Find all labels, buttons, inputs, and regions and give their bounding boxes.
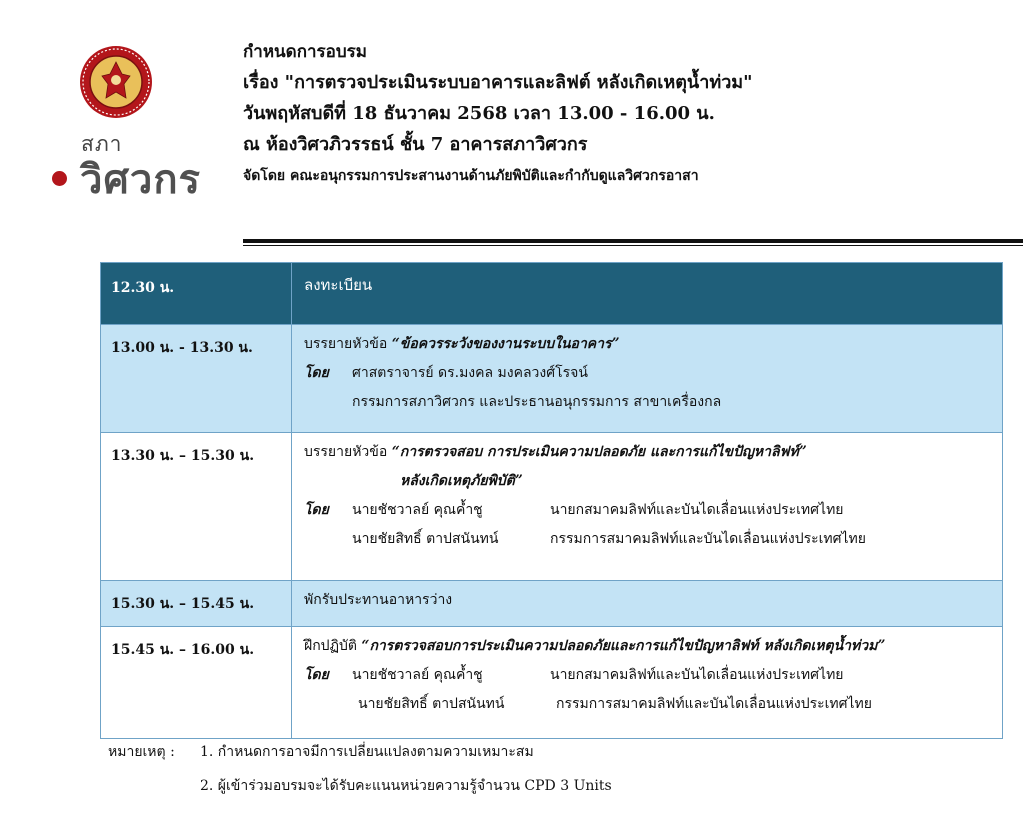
topic-prefix: บรรยายหัวข้อ: [304, 336, 392, 352]
note-item: 2. ผู้เข้าร่วมอบรมจะได้รับคะแนนหน่วยความรู้จำนวน CPD 3 Units: [200, 778, 612, 794]
activity-cell: [292, 325, 1003, 433]
schedule-row-workshop: [101, 627, 1003, 739]
speaker-role: กรรมการสมาคมลิฟท์และบันไดเลื่อนแห่งประเทศไทย: [550, 531, 866, 547]
header-organizer: จัดโดย คณะอนุกรรมการประสานงานด้านภัยพิบัติและกำกับดูแลวิศวกรอาสา: [243, 168, 699, 184]
time-cell: 12.30 น.: [101, 263, 292, 325]
activity-cell: [292, 433, 1003, 581]
activity-cell: [292, 581, 1003, 627]
by-label: โดย: [304, 502, 329, 518]
note-item: 1. กำหนดการอาจมีการเปลี่ยนแปลงตามความเหมาะสม: [200, 744, 534, 760]
speaker-name: นายชัชวาลย์ คุณค้ำชู: [352, 667, 483, 683]
speaker-role: กรรมการสมาคมลิฟท์และบันไดเลื่อนแห่งประเทศไทย: [556, 696, 872, 712]
time-cell: 13.00 น. - 13.30 น.: [101, 325, 292, 433]
topic-title-continued: หลังเกิดเหตุภัยพิบัติ”: [400, 473, 523, 489]
notes-label: หมายเหตุ :: [108, 744, 175, 760]
topic-title: “ข้อควรระวังของงานระบบในอาคาร”: [391, 336, 620, 352]
by-label: โดย: [304, 365, 329, 381]
council-logo: [52, 44, 212, 204]
activity-title: พักรับประทานอาหารว่าง: [304, 592, 453, 608]
logo-text-large: วิศวกร: [80, 157, 202, 203]
header-venue: ณ ห้องวิศวภิวรรธน์ ชั้น 7 อาคารสภาวิศวกร: [243, 134, 588, 155]
schedule-row-lecture-2: [101, 433, 1003, 581]
header-divider-thin: [243, 245, 1023, 246]
time-cell: 15.30 น. – 15.45 น.: [101, 581, 292, 627]
council-of-engineers-seal-icon: [78, 44, 154, 120]
speaker-name: นายชัชวาลย์ คุณค้ำชู: [352, 502, 483, 518]
header-subject: เรื่อง "การตรวจประเมินระบบอาคารและลิฟต์ หลังเกิดเหตุน้ำท่วม": [243, 72, 753, 93]
document-header: [243, 41, 1023, 196]
time-cell: 13.30 น. – 15.30 น.: [101, 433, 292, 581]
speaker-role: กรรมการสภาวิศวกร และประธานอนุกรรมการ สาขาเครื่องกล: [352, 394, 722, 410]
speaker-role: นายกสมาคมลิฟท์และบันไดเลื่อนแห่งประเทศไทย: [550, 502, 844, 518]
activity-title: ลงทะเบียน: [304, 276, 373, 294]
header-date-time: วันพฤหัสบดีที่ 18 ธันวาคม 2568 เวลา 13.00 - 16.00 น.: [243, 103, 715, 124]
header-divider-thick: [243, 239, 1023, 243]
schedule-row-registration: [101, 263, 1003, 325]
topic-prefix: บรรยายหัวข้อ: [304, 444, 392, 460]
logo-dot: [52, 171, 67, 186]
speaker-name: นายชัยสิทธิ์ ตาปสนันทน์: [358, 696, 505, 712]
time-cell: 15.45 น. – 16.00 น.: [101, 627, 292, 739]
activity-cell: [292, 627, 1003, 739]
speaker-name: นายชัยสิทธิ์ ตาปสนันทน์: [352, 531, 499, 547]
topic-title: “การตรวจสอบการประเมินความปลอดภัยและการแก้ไขปัญหาลิฟท์ หลังเกิดเหตุน้ำท่วม”: [361, 638, 886, 654]
schedule-row-break: [101, 581, 1003, 627]
notes-section: [108, 742, 612, 810]
logo-text-small: สภา: [81, 132, 123, 156]
activity-cell: [292, 263, 1003, 325]
header-title: กำหนดการอบรม: [243, 42, 368, 62]
speaker-name: ศาสตราจารย์ ดร.มงคล มงคลวงศ์โรจน์: [352, 365, 588, 381]
by-label: โดย: [304, 667, 329, 683]
topic-prefix: ฝึกปฏิบัติ: [304, 638, 362, 654]
speaker-role: นายกสมาคมลิฟท์และบันไดเลื่อนแห่งประเทศไทย: [550, 667, 844, 683]
topic-title: “การตรวจสอบ การประเมินความปลอดภัย และการแก้ไขปัญหาลิฟท์”: [391, 444, 807, 460]
schedule-table: [100, 262, 1003, 739]
schedule-row-lecture-1: [101, 325, 1003, 433]
